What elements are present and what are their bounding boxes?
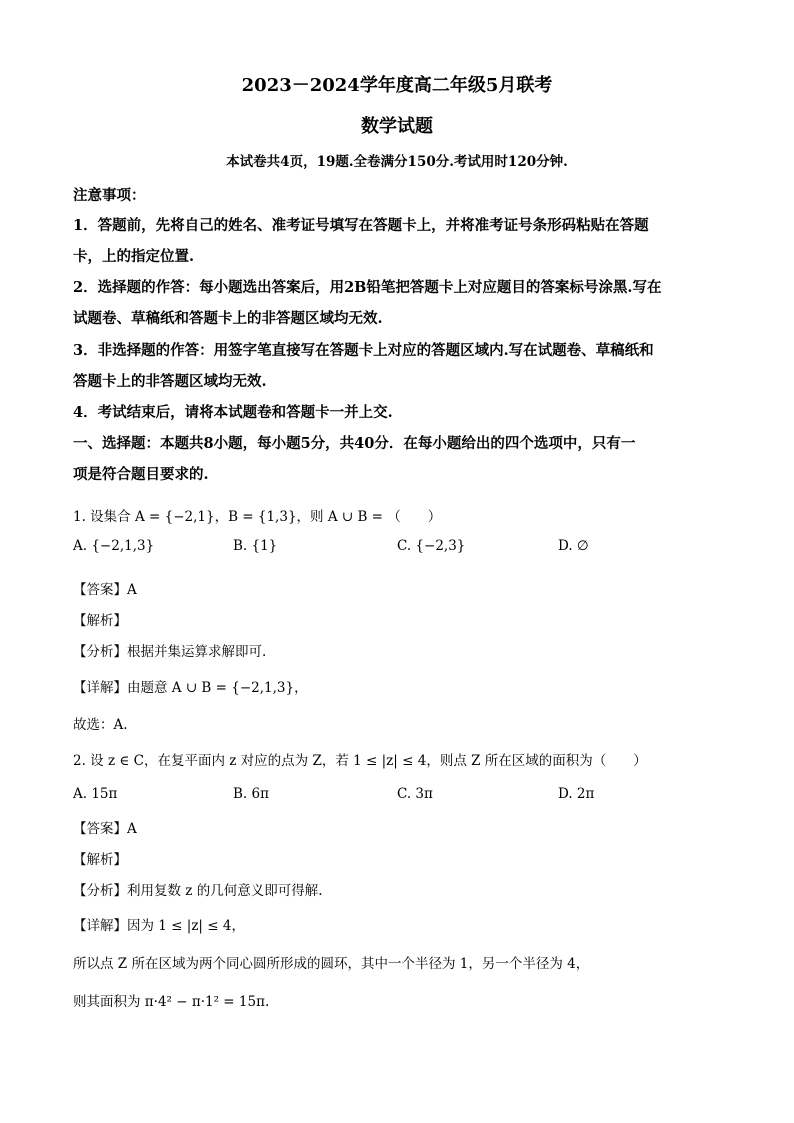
notice-item-3-line-1: 3．非选择题的作答：用签字笔直接写在答题卡上对应的答题区域内.写在试题卷、草稿纸和 bbox=[73, 342, 654, 359]
question-2-solution-line-1: 所以点 Z 所在区域为两个同心圆所形成的圆环，其中一个半径为 1，另一个半径为 4， bbox=[73, 956, 590, 972]
question-1-option-d: D. ∅ bbox=[558, 538, 589, 554]
question-1-answer: 【答案】A bbox=[73, 582, 137, 598]
page-subtitle: 数学试题 bbox=[361, 116, 433, 137]
notice-item-2-line-2: 试题卷、草稿纸和答题卡上的非答题区域均无效. bbox=[73, 310, 383, 327]
question-2-option-b: B. 6π bbox=[233, 786, 269, 802]
question-2-option-d: D. 2π bbox=[558, 786, 595, 802]
section-1-heading-line-2: 项是符合题目要求的. bbox=[73, 466, 209, 483]
question-2-analysis-label: 【解析】 bbox=[73, 852, 127, 868]
question-1-option-c: C. {−2,3} bbox=[397, 538, 466, 554]
notice-item-2-line-1: 2．选择题的作答：每小题选出答案后，用2B铅笔把答题卡上对应题目的答案标号涂黑.写在 bbox=[73, 279, 662, 296]
question-1-stem: 1. 设集合 A = {−2,1}，B = {1,3}，则 A ∪ B = （ ） bbox=[73, 509, 442, 525]
notice-item-3-line-2: 答题卡上的非答题区域均无效. bbox=[73, 373, 267, 390]
exam-intro: 本试卷共4页，19题.全卷满分150分.考试用时120分钟. bbox=[226, 154, 568, 170]
question-1-option-a: A. {−2,1,3} bbox=[73, 538, 155, 554]
question-2-fenxi: 【分析】利用复数 z 的几何意义即可得解. bbox=[73, 883, 323, 899]
question-2-stem: 2. 设 z ∈ C，在复平面内 z 对应的点为 Z，若 1 ≤ |z| ≤ 4，则点 Z 所在区域的面积为（ ） bbox=[73, 753, 647, 769]
question-1-option-b: B. {1} bbox=[233, 538, 278, 554]
question-1-fenxi: 【分析】根据并集运算求解即可. bbox=[73, 644, 267, 660]
notice-item-1-line-2: 卡，上的指定位置. bbox=[73, 248, 195, 265]
notice-item-1-line-1: 1．答题前，先将自己的姓名、准考证号填写在答题卡上，并将准考证号条形码粘贴在答题 bbox=[73, 217, 649, 234]
section-1-heading-line-1: 一、选择题：本题共8小题，每小题5分，共40分．在每小题给出的四个选项中，只有一 bbox=[73, 435, 636, 452]
question-2-option-c: C. 3π bbox=[397, 786, 433, 802]
page-title: 2023－2024学年度高二年级5月联考 bbox=[241, 75, 553, 96]
notice-heading: 注意事项： bbox=[73, 187, 146, 204]
question-1-analysis-label: 【解析】 bbox=[73, 613, 127, 629]
notice-item-4: 4．考试结束后，请将本试题卷和答题卡一并上交. bbox=[73, 404, 393, 421]
question-1-xiangjie: 【详解】由题意 A ∪ B = {−2,1,3}， bbox=[73, 680, 308, 696]
question-2-xiangjie: 【详解】因为 1 ≤ |z| ≤ 4， bbox=[73, 918, 245, 934]
question-2-solution-line-2: 则其面积为 π·4² − π·1² = 15π. bbox=[73, 994, 270, 1010]
question-1-choose: 故选：A. bbox=[73, 717, 128, 733]
question-2-answer: 【答案】A bbox=[73, 821, 137, 837]
question-2-option-a: A. 15π bbox=[73, 786, 118, 802]
